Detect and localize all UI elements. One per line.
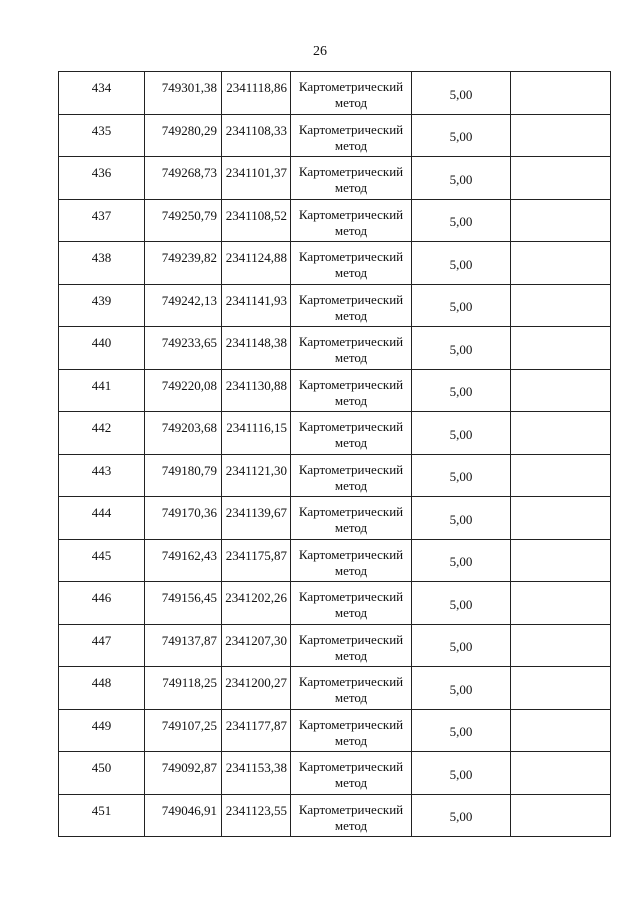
y-coordinate-cell: 2341148,38 xyxy=(222,327,291,370)
page-number: 26 xyxy=(313,44,327,59)
method-line-1: Картометрический xyxy=(298,164,404,179)
method-line-1: Картометрический xyxy=(298,716,404,732)
method-cell xyxy=(291,157,412,200)
method-cell xyxy=(291,794,412,837)
error-cell: 5,00 xyxy=(412,624,511,667)
point-number-cell: 444 xyxy=(59,497,145,540)
method-line-1: Картометрический xyxy=(298,546,404,562)
x-coordinate-cell: 749220,08 xyxy=(145,369,222,412)
method-line-1: Картометрический xyxy=(298,419,404,434)
table-row xyxy=(59,752,611,795)
method-cell xyxy=(291,539,412,582)
note-cell xyxy=(511,624,611,667)
error-cell: 5,00 xyxy=(412,72,511,115)
point-number-cell: 449 xyxy=(59,709,145,752)
table-row xyxy=(59,199,611,242)
table-row xyxy=(59,454,611,497)
x-coordinate-cell: 749092,87 xyxy=(145,752,222,795)
method-line-2: метод xyxy=(334,477,368,493)
y-coordinate-cell: 2341141,93 xyxy=(222,284,291,327)
error-cell: 5,00 xyxy=(412,454,511,497)
method-line-1: Картометрический xyxy=(298,631,404,647)
method-line-1: Картометрический xyxy=(298,121,404,137)
x-coordinate-cell: 749046,91 xyxy=(145,794,222,837)
method-line-1: Картометрический xyxy=(298,249,404,264)
x-coordinate-cell: 749239,82 xyxy=(145,242,222,285)
method-line-1: Картометрический xyxy=(298,759,404,774)
error-cell: 5,00 xyxy=(412,539,511,582)
error-cell: 5,00 xyxy=(412,667,511,710)
x-coordinate-cell: 749268,73 xyxy=(145,157,222,200)
method-line-2: метод xyxy=(334,732,368,748)
method-cell xyxy=(291,327,412,370)
table-row xyxy=(59,539,611,582)
point-number-cell: 441 xyxy=(59,369,145,412)
x-coordinate-cell: 749118,25 xyxy=(145,667,222,710)
table-row xyxy=(59,794,611,837)
method-line-1: Картометрический xyxy=(298,589,404,604)
method-line-2: метод xyxy=(334,775,368,790)
note-cell xyxy=(511,369,611,412)
point-number-cell: 446 xyxy=(59,582,145,625)
method-line-2: метод xyxy=(334,435,368,450)
point-number-cell: 448 xyxy=(59,667,145,710)
method-line-2: метод xyxy=(334,350,368,365)
y-coordinate-cell: 2341207,30 xyxy=(222,624,291,667)
y-coordinate-cell: 2341108,52 xyxy=(222,199,291,242)
method-cell xyxy=(291,242,412,285)
method-line-1: Картометрический xyxy=(298,376,404,392)
note-cell xyxy=(511,157,611,200)
note-cell xyxy=(511,709,611,752)
table-row xyxy=(59,284,611,327)
y-coordinate-cell: 2341175,87 xyxy=(222,539,291,582)
table-row xyxy=(59,114,611,157)
x-coordinate-cell: 749250,79 xyxy=(145,199,222,242)
table-row xyxy=(59,369,611,412)
x-coordinate-cell: 749162,43 xyxy=(145,539,222,582)
table-row xyxy=(59,624,611,667)
error-cell: 5,00 xyxy=(412,284,511,327)
point-number-cell: 442 xyxy=(59,412,145,455)
error-cell: 5,00 xyxy=(412,582,511,625)
y-coordinate-cell: 2341177,87 xyxy=(222,709,291,752)
y-coordinate-cell: 2341200,27 xyxy=(222,667,291,710)
point-number-cell: 445 xyxy=(59,539,145,582)
method-line-1: Картометрический xyxy=(298,674,404,689)
method-line-1: Картометрический xyxy=(298,79,404,94)
y-coordinate-cell: 2341153,38 xyxy=(222,752,291,795)
note-cell xyxy=(511,284,611,327)
method-line-2: метод xyxy=(334,562,368,578)
note-cell xyxy=(511,114,611,157)
method-line-2: метод xyxy=(334,222,368,238)
y-coordinate-cell: 2341202,26 xyxy=(222,582,291,625)
x-coordinate-cell: 749203,68 xyxy=(145,412,222,455)
method-cell xyxy=(291,114,412,157)
method-line-2: метод xyxy=(334,307,368,323)
note-cell xyxy=(511,327,611,370)
method-line-2: метод xyxy=(334,392,368,408)
method-cell xyxy=(291,199,412,242)
x-coordinate-cell: 749170,36 xyxy=(145,497,222,540)
x-coordinate-cell: 749233,65 xyxy=(145,327,222,370)
method-line-2: метод xyxy=(334,180,368,195)
method-cell xyxy=(291,497,412,540)
y-coordinate-cell: 2341130,88 xyxy=(222,369,291,412)
error-cell: 5,00 xyxy=(412,114,511,157)
error-cell: 5,00 xyxy=(412,794,511,837)
table-row xyxy=(59,497,611,540)
x-coordinate-cell: 749137,87 xyxy=(145,624,222,667)
point-number-cell: 436 xyxy=(59,157,145,200)
point-number-cell: 434 xyxy=(59,72,145,115)
point-number-cell: 443 xyxy=(59,454,145,497)
method-line-2: метод xyxy=(334,137,368,153)
point-number-cell: 438 xyxy=(59,242,145,285)
note-cell xyxy=(511,794,611,837)
method-cell xyxy=(291,412,412,455)
note-cell xyxy=(511,412,611,455)
method-line-1: Картометрический xyxy=(298,461,404,477)
point-number-cell: 447 xyxy=(59,624,145,667)
table-row xyxy=(59,327,611,370)
method-line-1: Картометрический xyxy=(298,291,404,307)
y-coordinate-cell: 2341118,86 xyxy=(222,72,291,115)
error-cell: 5,00 xyxy=(412,242,511,285)
method-line-2: метод xyxy=(334,265,368,280)
y-coordinate-cell: 2341116,15 xyxy=(222,412,291,455)
y-coordinate-cell: 2341123,55 xyxy=(222,794,291,837)
coordinates-table xyxy=(58,71,611,837)
error-cell: 5,00 xyxy=(412,369,511,412)
method-line-2: метод xyxy=(334,95,368,110)
y-coordinate-cell: 2341108,33 xyxy=(222,114,291,157)
y-coordinate-cell: 2341121,30 xyxy=(222,454,291,497)
point-number-cell: 437 xyxy=(59,199,145,242)
error-cell: 5,00 xyxy=(412,157,511,200)
note-cell xyxy=(511,497,611,540)
method-cell xyxy=(291,624,412,667)
point-number-cell: 439 xyxy=(59,284,145,327)
method-line-2: метод xyxy=(334,647,368,663)
note-cell xyxy=(511,454,611,497)
error-cell: 5,00 xyxy=(412,199,511,242)
x-coordinate-cell: 749280,29 xyxy=(145,114,222,157)
table-row xyxy=(59,157,611,200)
y-coordinate-cell: 2341101,37 xyxy=(222,157,291,200)
method-line-2: метод xyxy=(334,817,368,833)
method-line-1: Картометрический xyxy=(298,334,404,349)
coordinates-table-body xyxy=(59,72,611,837)
error-cell: 5,00 xyxy=(412,412,511,455)
method-cell xyxy=(291,582,412,625)
method-line-1: Картометрический xyxy=(298,206,404,222)
method-cell xyxy=(291,709,412,752)
method-cell xyxy=(291,369,412,412)
note-cell xyxy=(511,752,611,795)
x-coordinate-cell: 749242,13 xyxy=(145,284,222,327)
y-coordinate-cell: 2341124,88 xyxy=(222,242,291,285)
method-cell xyxy=(291,667,412,710)
method-line-2: метод xyxy=(334,520,368,535)
point-number-cell: 440 xyxy=(59,327,145,370)
note-cell xyxy=(511,667,611,710)
table-row xyxy=(59,667,611,710)
method-cell xyxy=(291,752,412,795)
table-row xyxy=(59,242,611,285)
x-coordinate-cell: 749180,79 xyxy=(145,454,222,497)
x-coordinate-cell: 749156,45 xyxy=(145,582,222,625)
method-line-2: метод xyxy=(334,605,368,620)
table-row xyxy=(59,709,611,752)
error-cell: 5,00 xyxy=(412,327,511,370)
table-row xyxy=(59,582,611,625)
point-number-cell: 451 xyxy=(59,794,145,837)
method-cell xyxy=(291,454,412,497)
note-cell xyxy=(511,242,611,285)
point-number-cell: 435 xyxy=(59,114,145,157)
table-row xyxy=(59,412,611,455)
x-coordinate-cell: 749301,38 xyxy=(145,72,222,115)
point-number-cell: 450 xyxy=(59,752,145,795)
method-cell xyxy=(291,284,412,327)
note-cell xyxy=(511,582,611,625)
method-line-2: метод xyxy=(334,690,368,705)
error-cell: 5,00 xyxy=(412,709,511,752)
note-cell xyxy=(511,539,611,582)
x-coordinate-cell: 749107,25 xyxy=(145,709,222,752)
error-cell: 5,00 xyxy=(412,497,511,540)
y-coordinate-cell: 2341139,67 xyxy=(222,497,291,540)
method-line-1: Картометрический xyxy=(298,504,404,519)
error-cell: 5,00 xyxy=(412,752,511,795)
note-cell xyxy=(511,199,611,242)
method-line-1: Картометрический xyxy=(298,801,404,817)
note-cell xyxy=(511,72,611,115)
table-row xyxy=(59,72,611,115)
method-cell xyxy=(291,72,412,115)
